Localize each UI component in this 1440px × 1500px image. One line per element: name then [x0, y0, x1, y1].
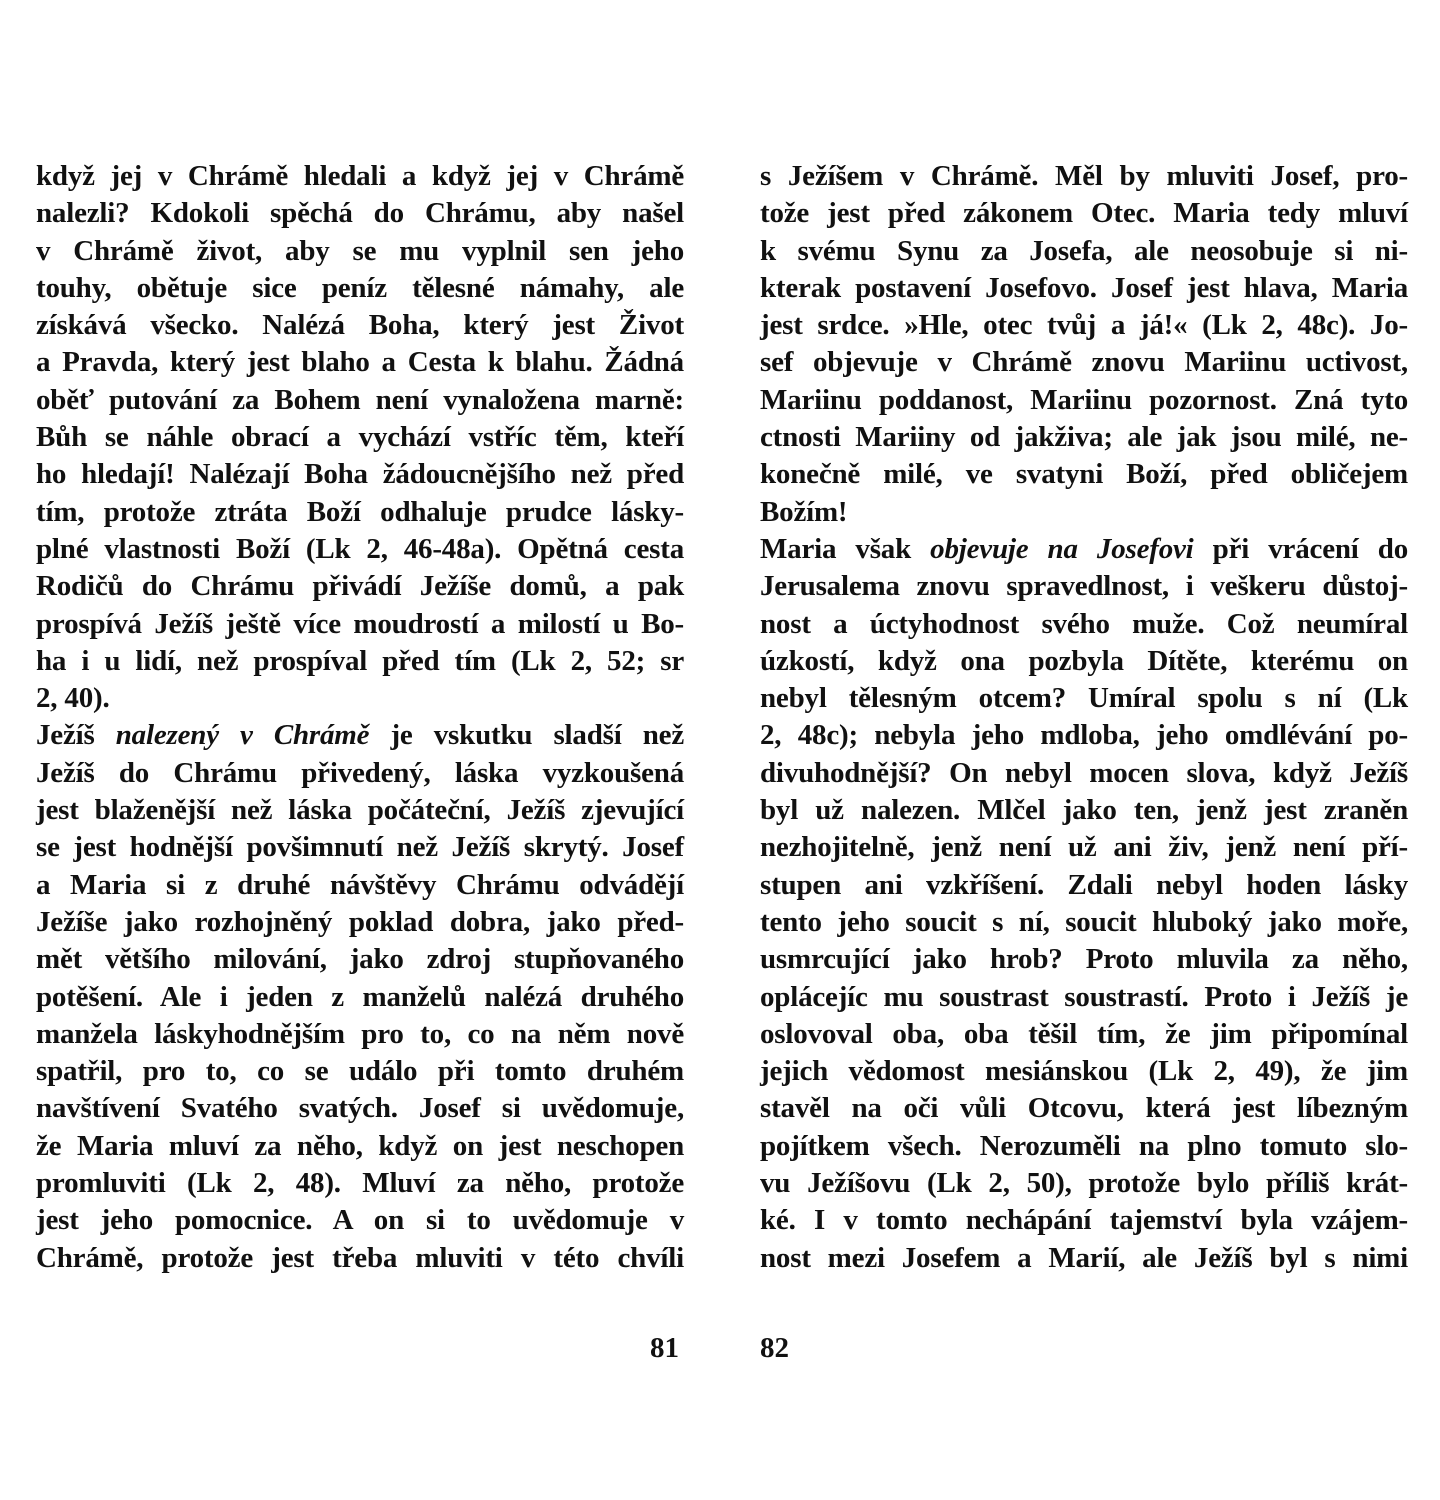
text-line [36, 904, 684, 941]
text-segment: usmrcující jako hrob? Proto mluvila za něho, [760, 943, 1408, 976]
text-line [36, 1240, 684, 1277]
text-line [36, 1016, 684, 1053]
text-line [36, 867, 684, 904]
text-line [36, 270, 684, 307]
text-segment: a Maria si z druhé návštěvy Chrámu odvádějí [36, 868, 684, 901]
text-segment: tento jeho soucit s ní, soucit hluboký jako moře, [760, 905, 1408, 938]
text-segment: nalezli? Kdokoli spěchá do Chrámu, aby našel [36, 197, 684, 230]
text-segment: prospívá Ježíš ještě více moudrostí a milostí u Bo- [36, 607, 684, 640]
text-line [760, 531, 1408, 568]
text-segment: ctnosti Mariiny od jakživa; ale jak jsou milé, ne- [760, 421, 1408, 454]
text-segment: ha i u lidí, než prospíval před tím (Lk 2, 52; sr [36, 644, 684, 677]
text-segment: oplácejíc mu soustrast soustrastí. Proto i Ježíš je [760, 980, 1408, 1013]
text-segment: byl už nalezen. Mlčel jako ten, jenž jest zraněn [760, 794, 1408, 827]
text-segment: Božím! [760, 495, 848, 528]
text-line [760, 456, 1408, 493]
text-segment: kterak postavení Josefovo. Josef jest hlava, Maria [760, 271, 1408, 304]
text-segment: sef objevuje v Chrámě znovu Mariinu uctivost, [760, 346, 1408, 379]
text-segment: nebyl tělesným otcem? Umíral spolu s ní (Lk [760, 682, 1408, 715]
text-line [36, 456, 684, 493]
text-line [760, 1090, 1408, 1127]
text-segment: Mariinu poddanost, Mariinu pozornost. Zná tyto [760, 383, 1408, 416]
text-line [36, 344, 684, 381]
text-line [760, 1016, 1408, 1053]
text-segment: tím, protože ztráta Boží odhaluje prudce lásky- [36, 495, 684, 528]
text-segment: ké. I v tomto nechápání tajemství byla vzájem- [760, 1204, 1408, 1237]
text-line [36, 755, 684, 792]
text-line [760, 792, 1408, 829]
text-line [760, 941, 1408, 978]
text-segment: vu Ježíšovu (Lk 2, 50), protože bylo příliš krát- [760, 1167, 1408, 1200]
text-segment: nezhojitelně, jenž není už ani živ, jenž není pří- [760, 831, 1408, 864]
text-segment: v Chrámě život, aby se mu vyplnil sen jeho [36, 234, 684, 267]
text-line [760, 419, 1408, 456]
text-segment: k svému Synu za Josefa, ale neosobuje si ni- [760, 234, 1408, 267]
text-segment: jest srdce. »Hle, otec tvůj a já!« (Lk 2, 48c). Jo- [760, 309, 1408, 342]
text-line [760, 904, 1408, 941]
text-segment: získává všecko. Nalézá Boha, který jest Život [36, 309, 684, 342]
text-line [760, 270, 1408, 307]
page-number-left: 81 [650, 1332, 679, 1364]
left-page-text [36, 158, 684, 1277]
text-line [760, 195, 1408, 232]
text-segment: ho hledají! Nalézají Boha žádoucnějšího než před [36, 458, 684, 491]
text-line [36, 1128, 684, 1165]
text-segment: stavěl na oči vůli Otcovu, která jest líbezným [760, 1092, 1408, 1125]
text-segment: Rodičů do Chrámu přivádí Ježíše domů, a pak [36, 570, 684, 603]
text-line [36, 531, 684, 568]
text-segment: oslovoval oba, oba těšil tím, že jim připomínal [760, 1017, 1408, 1050]
text-segment: je vskutku sladší než [369, 719, 685, 752]
text-segment: plné vlastnosti Boží (Lk 2, 46-48a). Opětná cesta [36, 532, 684, 565]
text-segment: jest jeho pomocnice. A on si to uvědomuje v [36, 1204, 684, 1237]
text-segment: konečně milé, ve svatyni Boží, před obličejem [760, 458, 1408, 491]
text-line [36, 382, 684, 419]
text-segment: Ježíše jako rozhojněný poklad dobra, jako před- [36, 905, 684, 938]
text-line [760, 979, 1408, 1016]
text-line [36, 233, 684, 270]
text-line [36, 829, 684, 866]
text-line [36, 1090, 684, 1127]
text-segment: s Ježíšem v Chrámě. Měl by mluviti Josef, pro- [760, 160, 1408, 192]
right-page-text [760, 158, 1408, 1277]
text-line [760, 606, 1408, 643]
text-segment: potěšení. Ale i jeden z manželů nalézá druhého [36, 980, 684, 1013]
text-line [36, 1165, 684, 1202]
italic-phrase: objevuje na Josefovi [930, 532, 1194, 565]
text-segment: Maria však [760, 532, 931, 565]
text-line [760, 494, 1408, 531]
text-line [760, 1202, 1408, 1239]
text-segment: a Pravda, který jest blaho a Cesta k blahu. Žádná [36, 346, 684, 379]
text-line [36, 494, 684, 531]
text-segment: jest blaženější než láska počáteční, Ježíš zjevující [36, 794, 684, 827]
text-line [36, 568, 684, 605]
text-line [36, 419, 684, 456]
text-segment: se jest hodnější povšimnutí než Ježíš skrytý. Josef [36, 831, 684, 864]
text-line [36, 158, 684, 195]
text-line [36, 1053, 684, 1090]
text-segment: úzkostí, když ona pozbyla Dítěte, kterému on [760, 644, 1408, 677]
text-line [760, 307, 1408, 344]
text-segment: 2, 40). [36, 682, 110, 715]
text-line [36, 941, 684, 978]
text-line [36, 606, 684, 643]
text-line [760, 829, 1408, 866]
text-line [760, 867, 1408, 904]
text-line [760, 1165, 1408, 1202]
text-segment: navštívení Svatého svatých. Josef si uvědomuje, [36, 1092, 684, 1125]
text-line [36, 195, 684, 232]
text-line [760, 680, 1408, 717]
text-segment: 2, 48c); nebyla jeho mdloba, jeho omdlévání po- [760, 719, 1408, 752]
text-segment: při vrácení do [1193, 532, 1408, 565]
text-segment: Bůh se náhle obrací a vychází vstříc těm, kteří [36, 421, 684, 454]
italic-phrase: nalezený v Chrámě [115, 719, 370, 752]
text-segment: pojítkem všech. Nerozuměli na plno tomuto slo- [760, 1129, 1408, 1162]
text-segment: mět většího milování, jako zdroj stupňovaného [36, 943, 684, 976]
page-number-right: 82 [760, 1332, 789, 1364]
text-line [760, 382, 1408, 419]
text-segment: spatřil, pro to, co se událo při tomto druhém [36, 1055, 684, 1088]
text-line [36, 680, 684, 717]
text-line [760, 717, 1408, 754]
text-line [36, 1202, 684, 1239]
text-segment: že Maria mluví za něho, když on jest neschopen [36, 1129, 684, 1162]
text-line [36, 717, 684, 754]
text-segment: manžela láskyhodnějším pro to, co na něm nově [36, 1017, 684, 1050]
text-segment: Chrámě, protože jest třeba mluviti v této chvíli [36, 1241, 684, 1274]
text-segment: když jej v Chrámě hledali a když jej v Chrámě [36, 160, 684, 192]
text-line [760, 233, 1408, 270]
text-line [36, 792, 684, 829]
text-segment: divuhodnější? On nebyl mocen slova, když Ježíš [760, 756, 1408, 789]
text-line [760, 158, 1408, 195]
text-line [760, 344, 1408, 381]
text-segment: nost a úctyhodnost svého muže. Což neumíral [760, 607, 1408, 640]
text-segment: Ježíš [36, 719, 116, 752]
text-segment: stupen ani vzkříšení. Zdali nebyl hoden lásky [760, 868, 1408, 901]
text-line [760, 755, 1408, 792]
text-segment: touhy, obětuje sice peníz tělesné námahy, ale [36, 271, 684, 304]
text-line [760, 1128, 1408, 1165]
text-segment: tože jest před zákonem Otec. Maria tedy mluví [760, 197, 1408, 230]
text-segment: Ježíš do Chrámu přivedený, láska vyzkoušená [36, 756, 684, 789]
text-line [760, 1240, 1408, 1277]
text-segment: nost mezi Josefem a Marií, ale Ježíš byl s nimi [760, 1241, 1408, 1274]
text-line [36, 979, 684, 1016]
text-line [36, 307, 684, 344]
text-segment: jejich vědomost mesiánskou (Lk 2, 49), že jim [760, 1055, 1408, 1088]
text-segment: oběť putování za Bohem není vynaložena marně: [36, 383, 684, 416]
text-segment: Jerusalema znovu spravedlnost, i veškeru důstoj- [760, 570, 1408, 603]
text-line [760, 568, 1408, 605]
text-line [36, 643, 684, 680]
text-segment: promluviti (Lk 2, 48). Mluví za něho, protože [36, 1167, 684, 1200]
text-line [760, 643, 1408, 680]
text-line [760, 1053, 1408, 1090]
